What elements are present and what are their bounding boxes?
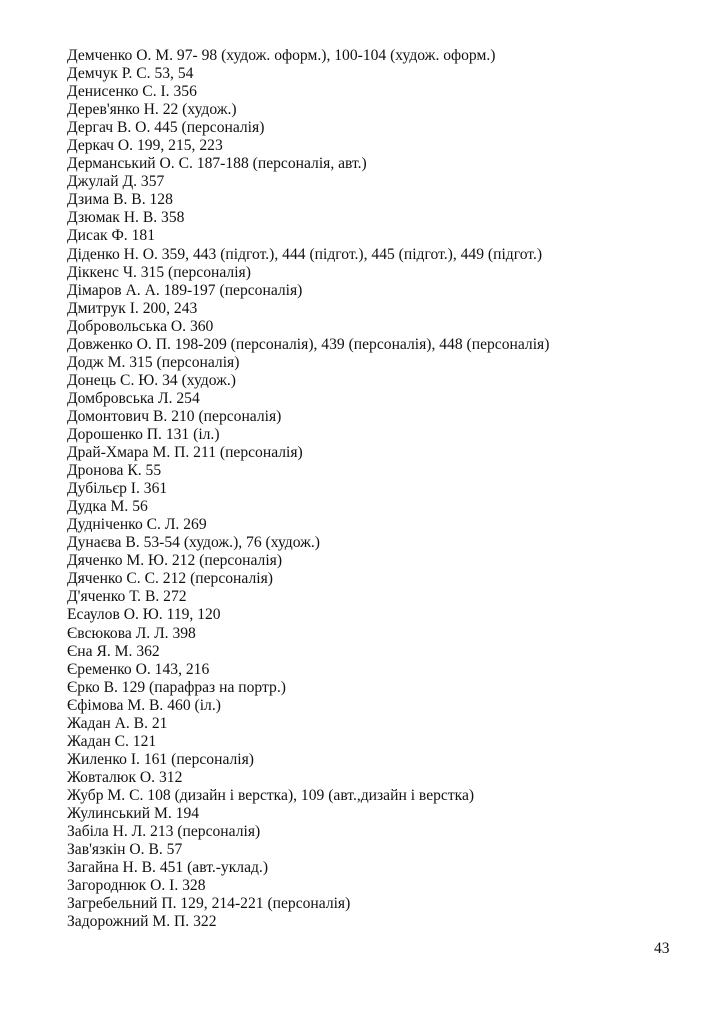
index-entry: Дергач В. О. 445 (персоналія) — [67, 119, 265, 137]
index-entry: Жиленко І. 161 (персоналія) — [67, 750, 254, 768]
index-entry: Єфімова М. В. 460 (іл.) — [67, 696, 221, 714]
index-entry: Єременко О. 143, 216 — [67, 660, 210, 678]
index-entry: Джулай Д. 357 — [67, 173, 165, 191]
index-entry: Довженко О. П. 198-209 (персоналія), 439 (персоналія), 448 (персоналія) — [67, 335, 550, 353]
index-entry: Єрко В. 129 (парафраз на портр.) — [67, 678, 286, 696]
index-entry: Дзюмак Н. В. 358 — [67, 209, 185, 227]
index-entry: Есаулов О. Ю. 119, 120 — [67, 606, 221, 624]
index-entry: Дерев'янко Н. 22 (худож.) — [67, 101, 237, 119]
index-entry: Додж М. 315 (персоналія) — [67, 353, 240, 371]
index-entry: Демчук Р. С. 53, 54 — [67, 65, 194, 83]
index-entry: Дудніченко С. Л. 269 — [67, 516, 207, 534]
index-entry: Дубільєр І. 361 — [67, 480, 168, 498]
index-entry: Дронова К. 55 — [67, 462, 162, 480]
page-number: 43 — [654, 940, 670, 957]
index-entry: Дунаєва В. 53-54 (худож.), 76 (худож.) — [67, 534, 320, 552]
index-entry: Дмитрук І. 200, 243 — [67, 299, 198, 317]
index-entry: Дзима В. В. 128 — [67, 191, 173, 209]
index-entry: Дяченко С. С. 212 (персоналія) — [67, 570, 273, 588]
index-entry: Єна Я. М. 362 — [67, 642, 160, 660]
index-entry: Дерманський О. С. 187-188 (персоналія, авт.) — [67, 155, 367, 173]
index-entry: Євсюкова Л. Л. 398 — [67, 624, 196, 642]
index-entry: Демченко О. М. 97- 98 (худож. оформ.), 100-104 (худож. оформ.) — [67, 47, 496, 64]
index-entry: Дорошенко П. 131 (іл.) — [67, 425, 220, 443]
index-entry: Дисак Ф. 181 — [67, 227, 155, 245]
index-entry: Жадан С. 121 — [67, 732, 157, 750]
index-entry: Загороднюк О. І. 328 — [67, 877, 206, 895]
index-entry: Задорожний М. П. 322 — [67, 913, 217, 931]
index-entry: Зав'язкін О. В. 57 — [67, 841, 183, 859]
index-entry: Дяченко М. Ю. 212 (персоналія) — [67, 552, 283, 570]
index-entry: Донець С. Ю. 34 (худож.) — [67, 371, 236, 389]
index-list — [67, 47, 549, 931]
index-entry: Домбровська Л. 254 — [67, 389, 200, 407]
index-entry: Загребельний П. 129, 214-221 (персоналія) — [67, 895, 351, 913]
index-entry: Жулинський М. 194 — [67, 804, 200, 822]
index-entry: Діденко Н. О. 359, 443 (підгот.), 444 (підгот.), 445 (підгот.), 449 (підгот.) — [67, 245, 543, 263]
index-entry: Драй-Хмара М. П. 211 (персоналія) — [67, 444, 303, 462]
index-entry: Жубр М. С. 108 (дизайн і верстка), 109 (авт.,дизайн і верстка) — [67, 786, 475, 804]
index-entry: Жовталюк О. 312 — [67, 768, 183, 786]
index-entry: Діккенс Ч. 315 (персоналія) — [67, 263, 251, 281]
index-entry: Дудка М. 56 — [67, 498, 148, 516]
index-entry: Добровольська О. 360 — [67, 317, 214, 335]
index-entry: Денисенко С. І. 356 — [67, 83, 197, 101]
index-entry: Домонтович В. 210 (персоналія) — [67, 407, 282, 425]
index-entry: Забіла Н. Л. 213 (персоналія) — [67, 823, 261, 841]
index-entry: Д'яченко Т. В. 272 — [67, 588, 187, 606]
index-entry: Жадан А. В. 21 — [67, 714, 168, 732]
index-entry: Дімаров А. А. 189-197 (персоналія) — [67, 281, 303, 299]
index-entry: Загайна Н. В. 451 (авт.-уклад.) — [67, 859, 269, 877]
index-entry: Деркач О. 199, 215, 223 — [67, 137, 223, 155]
